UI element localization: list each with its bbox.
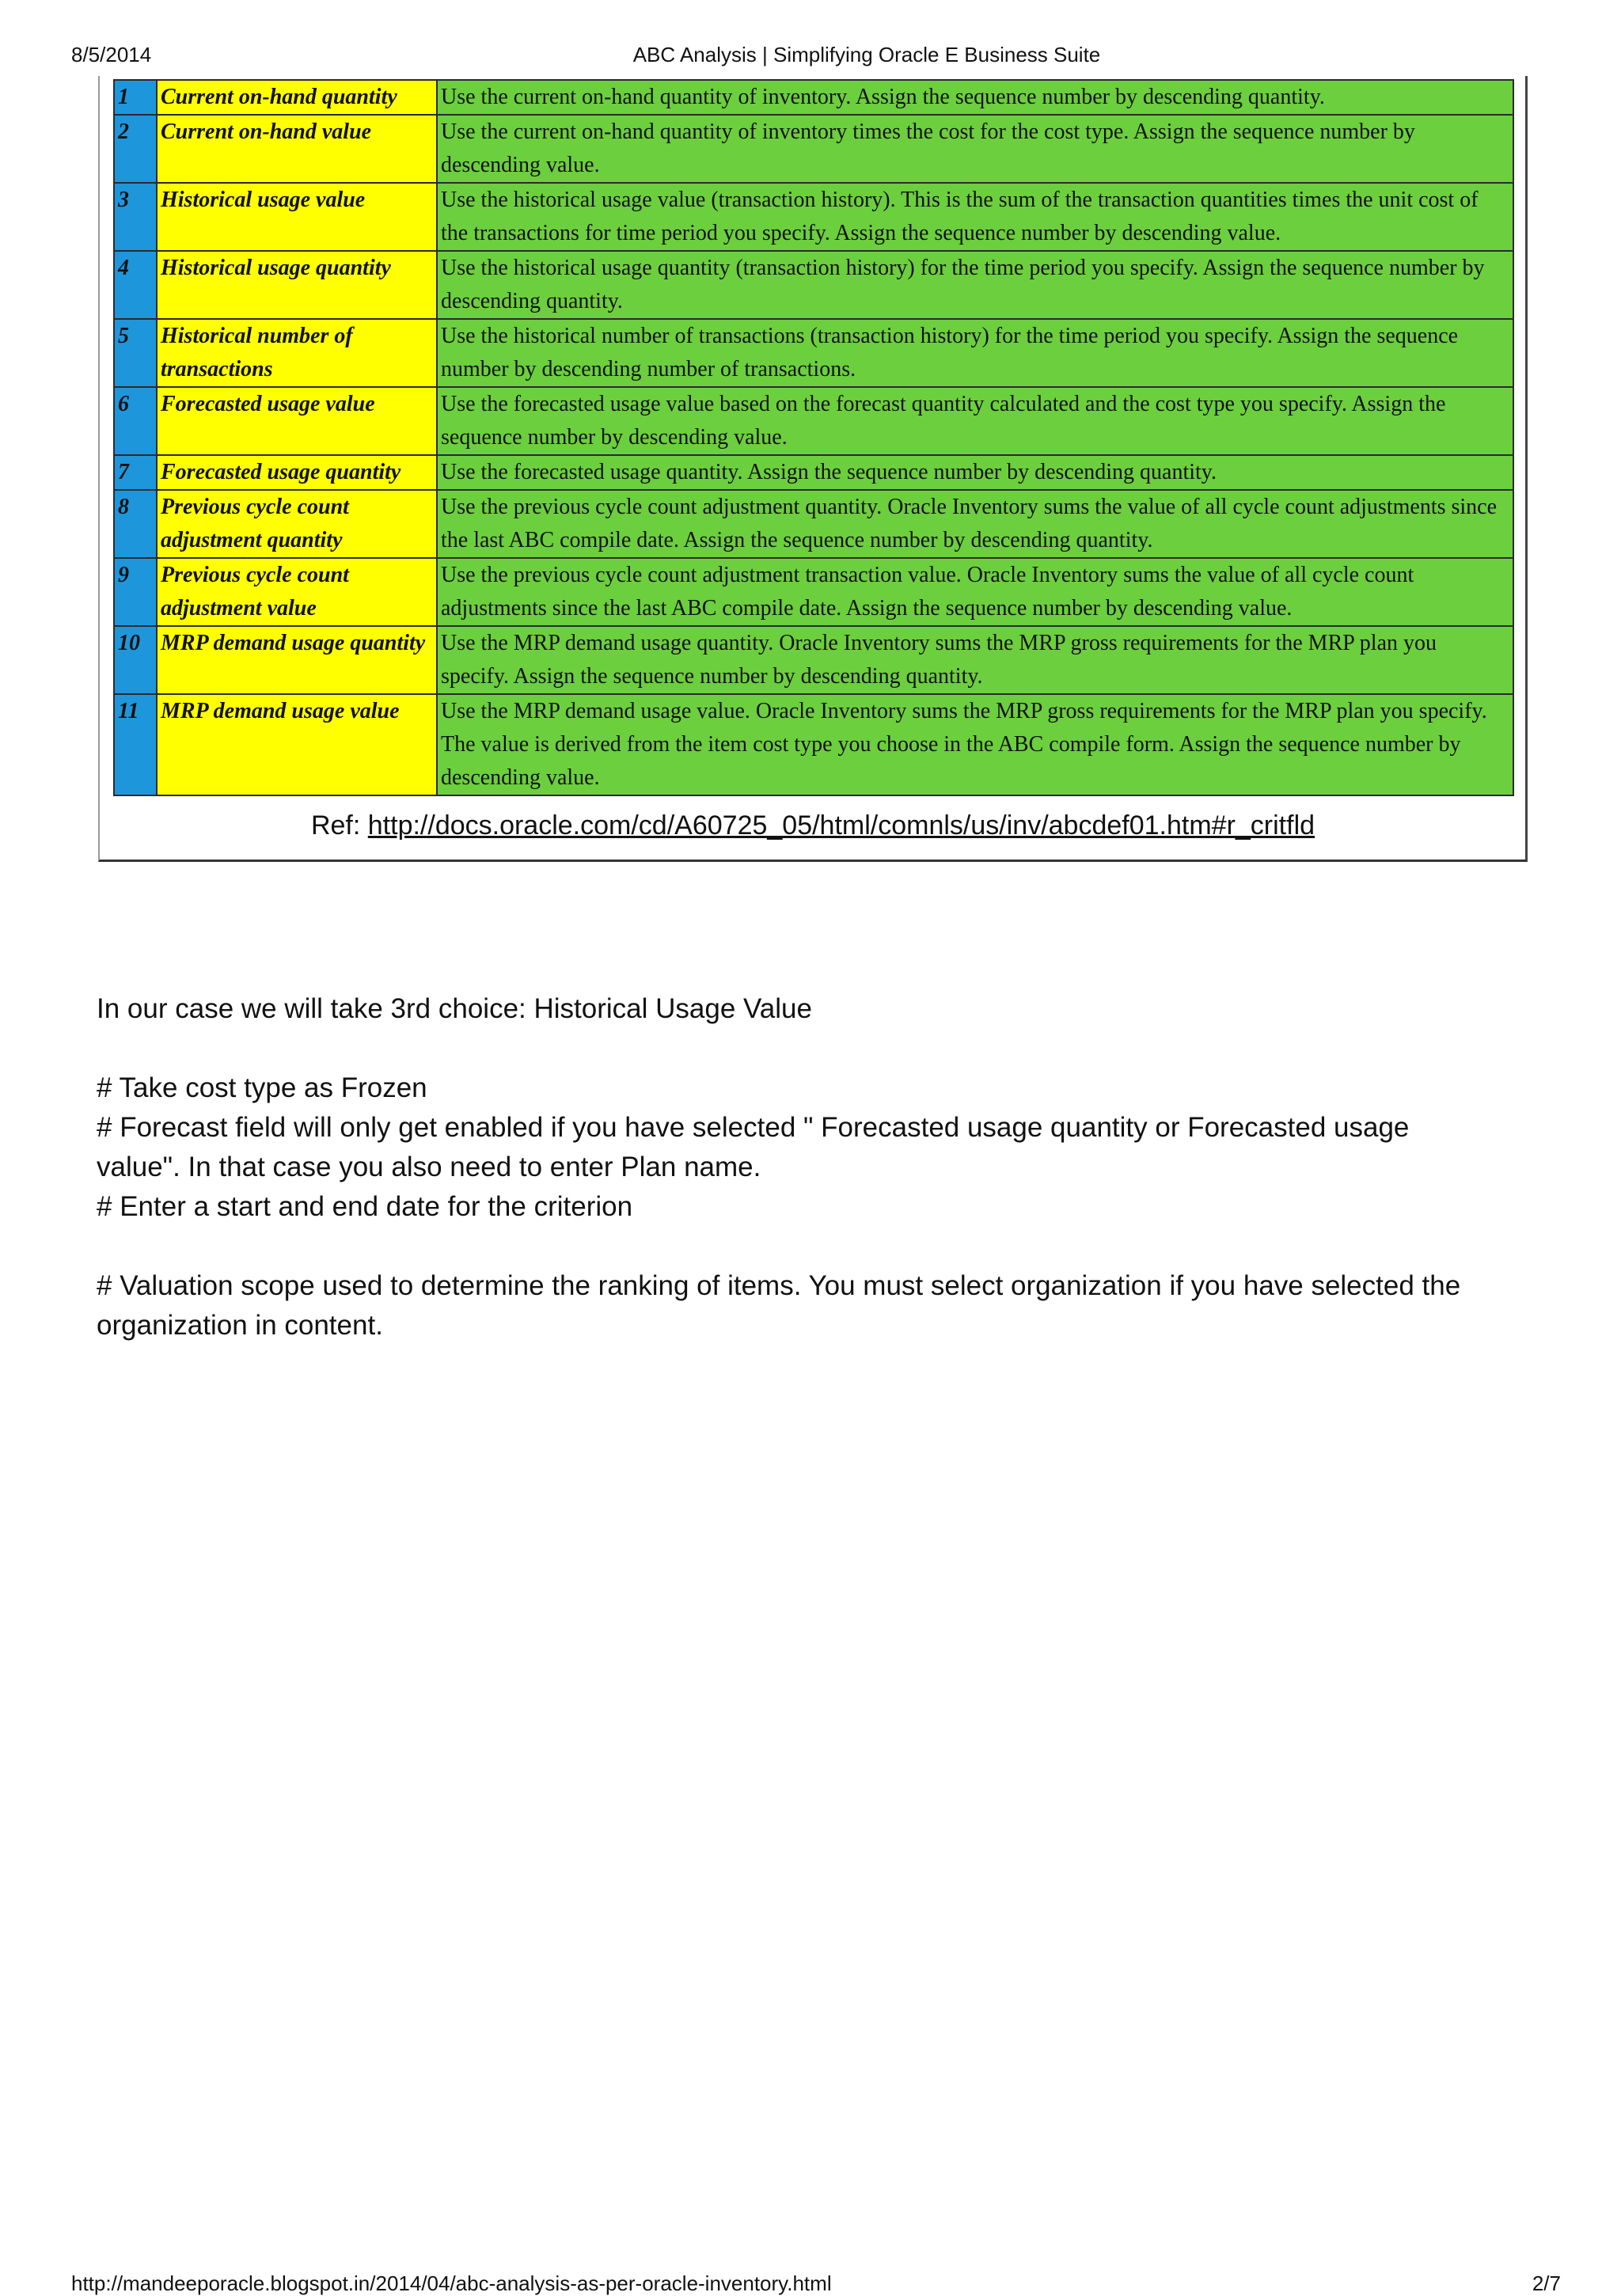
table-row <box>114 626 1513 694</box>
criterion-name: Forecasted usage quantity <box>157 455 437 490</box>
criterion-name: Current on-hand value <box>157 115 437 183</box>
criterion-description: Use the historical usage quantity (transaction history) for the time period you specify. Assign the sequence number by descending quantity. <box>437 251 1513 319</box>
table-row <box>114 558 1513 626</box>
criterion-description: Use the forecasted usage quantity. Assign the sequence number by descending quantity. <box>437 455 1513 490</box>
criterion-description: Use the current on-hand quantity of inventory. Assign the sequence number by descending quantity. <box>437 80 1513 115</box>
reference-link[interactable]: http://docs.oracle.com/cd/A60725_05/html/comnls/us/inv/abcdef01.htm#r_critfld <box>367 810 1315 841</box>
page-number: 2/7 <box>1532 2271 1561 2295</box>
criterion-description: Use the previous cycle count adjustment transaction value. Oracle Inventory sums the value of all cycle count adjustments since the last ABC compile date. Assign the sequence number by descending value. <box>437 558 1513 626</box>
criterion-name: Previous cycle count adjustment quantity <box>157 490 437 558</box>
criterion-name: Historical usage quantity <box>157 251 437 319</box>
table-row <box>114 80 1513 115</box>
table-row <box>114 387 1513 455</box>
criterion-name: Previous cycle count adjustment value <box>157 558 437 626</box>
criterion-number: 7 <box>114 455 157 490</box>
table-row <box>114 694 1513 795</box>
criterion-number: 8 <box>114 490 157 558</box>
note-valuation-scope: # Valuation scope used to determine the ranking of items. You must select organization if you have selected the organization in content. <box>97 1270 1461 1341</box>
criterion-number: 3 <box>114 183 157 251</box>
criterion-number: 4 <box>114 251 157 319</box>
criterion-name: MRP demand usage quantity <box>157 626 437 694</box>
criterion-description: Use the MRP demand usage quantity. Oracle Inventory sums the MRP gross requirements for the MRP plan you specify. Assign the sequence number by descending quantity. <box>437 626 1513 694</box>
footer-url: http://mandeeporacle.blogspot.in/2014/04/abc-analysis-as-per-oracle-inventory.html <box>71 2271 832 2295</box>
table-row <box>114 490 1513 558</box>
notes-block <box>97 1068 1498 1227</box>
criterion-description: Use the MRP demand usage value. Oracle Inventory sums the MRP gross requirements for the MRP plan you specify. The value is derived from the item cost type you choose in the ABC compile form. Assign the sequence number by descending value. <box>437 694 1513 795</box>
note-date-range: # Enter a start and end date for the criterion <box>97 1191 633 1222</box>
criterion-number: 11 <box>114 694 157 795</box>
intro-text <box>97 989 1498 1029</box>
table-row <box>114 251 1513 319</box>
criterion-number: 2 <box>114 115 157 183</box>
criterion-name: Historical number of transactions <box>157 319 437 387</box>
print-date: 8/5/2014 <box>71 43 152 66</box>
reference-line <box>98 810 1528 841</box>
criterion-name: Current on-hand quantity <box>157 80 437 115</box>
page-title: ABC Analysis | Simplifying Oracle E Business Suite <box>632 43 1101 66</box>
criterion-number: 6 <box>114 387 157 455</box>
table-row <box>114 183 1513 251</box>
criterion-name: Historical usage value <box>157 183 437 251</box>
criterion-name: Forecasted usage value <box>157 387 437 455</box>
criterion-description: Use the previous cycle count adjustment quantity. Oracle Inventory sums the value of all cycle count adjustments since the last ABC compile date. Assign the sequence number by descending quantity. <box>437 490 1513 558</box>
reference-label: Ref: <box>310 810 368 841</box>
criterion-description: Use the historical number of transactions (transaction history) for the time period you specify. Assign the sequence number by descending number of transactions. <box>437 319 1513 387</box>
criterion-name: MRP demand usage value <box>157 694 437 795</box>
criterion-number: 5 <box>114 319 157 387</box>
criterion-description: Use the forecasted usage value based on the forecast quantity calculated and the cost type you specify. Assign the sequence number by descending value. <box>437 387 1513 455</box>
criterion-number: 10 <box>114 626 157 694</box>
table-row <box>114 115 1513 183</box>
note-forecast-field: # Forecast field will only get enabled if you have selected " Forecasted usage quantity or Forecasted usage value". In that case you also need to enter Plan name. <box>97 1112 1410 1182</box>
criterion-description: Use the historical usage value (transaction history). This is the sum of the transaction quantities times the unit cost of the transactions for time period you specify. Assign the sequence number by descending value. <box>437 183 1513 251</box>
abc-criteria-table <box>113 79 1514 796</box>
criterion-description: Use the current on-hand quantity of inventory times the cost for the cost type. Assign the sequence number by descending value. <box>437 115 1513 183</box>
criterion-number: 9 <box>114 558 157 626</box>
table-row <box>114 455 1513 490</box>
table-row <box>114 319 1513 387</box>
note-cost-type: # Take cost type as Frozen <box>97 1072 427 1103</box>
intro-paragraph: In our case we will take 3rd choice: Historical Usage Value <box>97 993 812 1024</box>
criterion-number: 1 <box>114 80 157 115</box>
valuation-block <box>97 1266 1498 1345</box>
